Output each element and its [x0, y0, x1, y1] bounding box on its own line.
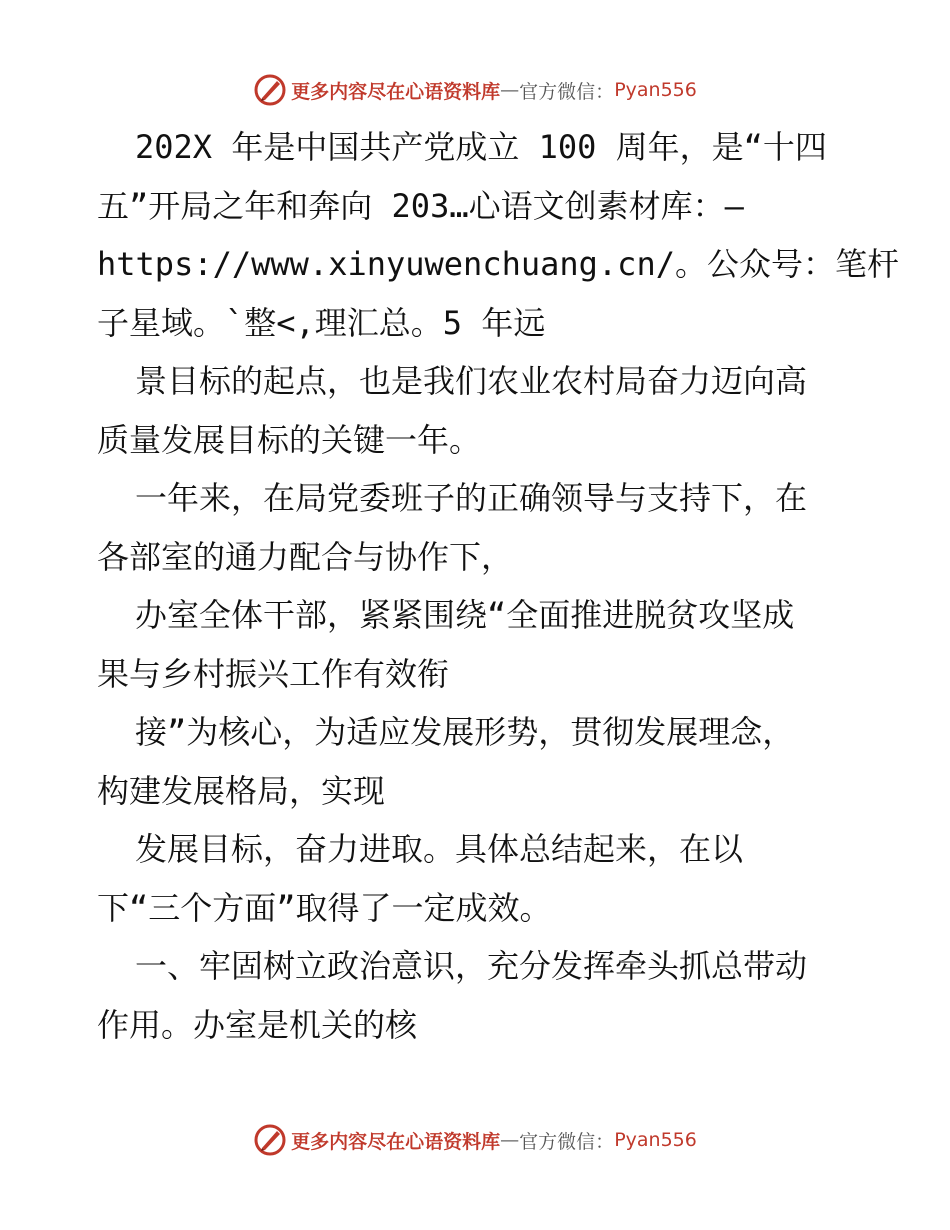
text-line: 质量发展目标的关键一年。	[97, 420, 482, 459]
banner-wechat-id: Pyan556	[614, 1129, 697, 1151]
text-line: 构建发展格局，实现	[97, 771, 386, 810]
banner-wechat-label: 官方微信：	[519, 1130, 615, 1153]
text-line: 办室全体干部，紧紧围绕“全面推进脱贫攻坚成	[135, 596, 795, 634]
banner-dash: —	[500, 1129, 520, 1151]
text-line: 作用。办室是机关的核	[97, 1005, 418, 1044]
quill-seal-icon	[253, 73, 287, 107]
banner-wechat-id: Pyan556	[614, 79, 697, 101]
text-line: 子星域。`整<,理汇总。5 年远	[97, 303, 546, 342]
text-line: 接”为核心，为适应发展形势，贯彻发展理念，	[135, 713, 795, 751]
text-line: https://www.xinyuwenchuang.cn/。公众号：笔杆	[97, 245, 899, 283]
banner-wechat-label: 官方微信：	[519, 80, 615, 103]
text-line: 各部室的通力配合与协作下，	[97, 537, 514, 576]
banner-lead-text: 更多内容尽在心语资料库	[291, 1130, 501, 1153]
banner-lead-text: 更多内容尽在心语资料库	[291, 80, 501, 103]
banner-dash: —	[500, 79, 520, 101]
text-line: 下“三个方面”取得了一定成效。	[97, 888, 552, 927]
header-banner	[0, 70, 950, 110]
footer-banner	[0, 1120, 950, 1160]
text-line: 一、牢固树立政治意识，充分发挥牵头抓总带动	[135, 947, 808, 985]
text-line: 果与乡村振兴工作有效衔	[97, 654, 450, 693]
document-body	[97, 118, 899, 1054]
text-line: 五”开局之年和奔向 203…心语文创素材库：—	[97, 186, 744, 225]
text-line: 一年来，在局党委班子的正确领导与支持下，在	[135, 479, 808, 517]
text-line: 景目标的起点，也是我们农业农村局奋力迈向高	[135, 362, 808, 400]
quill-seal-icon	[253, 1123, 287, 1157]
text-line: 发展目标，奋力进取。具体总结起来，在以	[135, 830, 744, 868]
text-line: 202X 年是中国共产党成立 100 周年，是“十四	[135, 128, 827, 166]
